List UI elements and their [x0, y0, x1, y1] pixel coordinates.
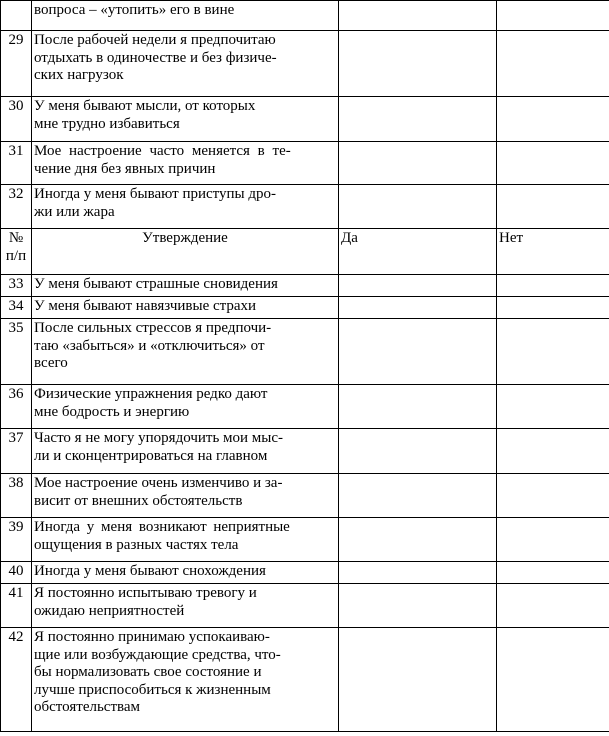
- statement-line: мне бодрость и энергию: [34, 403, 190, 420]
- table-row: [1, 297, 609, 319]
- table-row: [1, 142, 609, 185]
- statement-line: После рабочей недели я предпочитаю: [34, 32, 276, 48]
- statement-line: Иногда у меня бывают приступы дро-: [34, 186, 276, 202]
- statement-cell: [32, 1, 339, 31]
- yes-answer-cell[interactable]: [339, 142, 497, 185]
- yes-answer-cell[interactable]: [339, 297, 497, 319]
- table-row: [1, 31, 609, 97]
- row-number: 40: [1, 562, 32, 584]
- statement-cell: [32, 297, 339, 319]
- no-answer-cell[interactable]: [497, 97, 609, 142]
- yes-answer-cell[interactable]: [339, 385, 497, 429]
- yes-answer-cell[interactable]: [339, 518, 497, 562]
- statement-line: мне трудно избавиться: [34, 115, 180, 132]
- statement-line: Мое настроение очень изменчиво и за-: [34, 475, 283, 491]
- statement-cell: [32, 584, 339, 628]
- no-answer-cell[interactable]: [497, 297, 609, 319]
- table-row: [1, 518, 609, 562]
- statement-cell: [32, 185, 339, 229]
- statement-column-header: Утверждение: [32, 229, 339, 275]
- no-answer-cell[interactable]: [497, 142, 609, 185]
- row-number: 33: [1, 275, 32, 297]
- row-number: 29: [1, 31, 32, 97]
- table-row: [1, 185, 609, 229]
- statement-cell: [32, 275, 339, 297]
- table-header-row: [1, 229, 609, 275]
- statement-line: [34, 519, 336, 537]
- statement-line: Часто я не могу упорядочить мои мыс-: [34, 430, 284, 446]
- statement-line: ских нагрузок: [34, 67, 124, 83]
- table-row: [1, 562, 609, 584]
- table-row: [1, 97, 609, 142]
- statement-line: [34, 143, 336, 161]
- statement-cell: [32, 429, 339, 474]
- statement-word: Иногда у меня возникают неприятные: [34, 519, 290, 535]
- no-answer-cell[interactable]: [497, 275, 609, 297]
- number-column-header: [1, 229, 32, 275]
- row-number: 30: [1, 97, 32, 142]
- no-answer-cell[interactable]: [497, 429, 609, 474]
- statement-line: бы нормализовать свое состояние и: [34, 664, 262, 680]
- statement-cell: [32, 142, 339, 185]
- statement-line: Я постоянно принимаю успокаиваю-: [34, 629, 270, 645]
- row-number: 39: [1, 518, 32, 562]
- statement-cell: [32, 319, 339, 385]
- yes-answer-cell[interactable]: [339, 319, 497, 385]
- table-row: [1, 474, 609, 518]
- row-number: 36: [1, 385, 32, 429]
- table-row: [1, 385, 609, 429]
- statement-line: Иногда у меня бывают снохождения: [34, 563, 266, 579]
- no-answer-cell[interactable]: [497, 1, 609, 31]
- no-answer-cell[interactable]: [497, 474, 609, 518]
- no-answer-cell[interactable]: [497, 518, 609, 562]
- no-answer-cell[interactable]: [497, 31, 609, 97]
- statement-cell: [32, 97, 339, 142]
- no-answer-cell[interactable]: [497, 319, 609, 385]
- statement-line: Я постоянно испытываю тревогу и: [34, 585, 257, 601]
- row-number: [1, 1, 32, 31]
- row-number: 37: [1, 429, 32, 474]
- yes-column-header: Да: [339, 229, 497, 275]
- statement-line: всего: [34, 355, 68, 371]
- statement-line: чение дня без явных причин: [34, 160, 216, 177]
- no-column-header: Нет: [497, 229, 609, 275]
- yes-answer-cell[interactable]: [339, 31, 497, 97]
- row-number: 35: [1, 319, 32, 385]
- no-answer-cell[interactable]: [497, 628, 609, 732]
- statement-word: Мое настроение часто меняется в те-: [34, 143, 291, 159]
- table-row: [1, 275, 609, 297]
- statement-line: лучше приспособиться к жизненным: [34, 681, 271, 698]
- statement-line: таю «забыться» и «отключиться» от: [34, 337, 265, 354]
- statement-line: У меня бывают навязчивые страхи: [34, 298, 257, 314]
- table-row: [1, 319, 609, 385]
- statement-line: У меня бывают мысли, от которых: [34, 98, 256, 114]
- statement-line: Физические упражнения редко дают: [34, 386, 268, 402]
- yes-answer-cell[interactable]: [339, 584, 497, 628]
- yes-answer-cell[interactable]: [339, 275, 497, 297]
- table-row: [1, 1, 609, 31]
- yes-answer-cell[interactable]: [339, 185, 497, 229]
- statement-cell: [32, 562, 339, 584]
- yes-answer-cell[interactable]: [339, 474, 497, 518]
- yes-answer-cell[interactable]: [339, 97, 497, 142]
- statement-line: ощущения в разных частях тела: [34, 536, 239, 553]
- number-header-symbol: №: [8, 230, 24, 246]
- no-answer-cell[interactable]: [497, 385, 609, 429]
- table-row: [1, 584, 609, 628]
- row-number: 32: [1, 185, 32, 229]
- number-header-abbrev: п/п: [5, 247, 27, 264]
- yes-answer-cell[interactable]: [339, 562, 497, 584]
- table-row: [1, 429, 609, 474]
- statement-line: висит от внешних обстоятельств: [34, 492, 243, 509]
- row-number: 41: [1, 584, 32, 628]
- statement-line: щие или возбуждающие средства, что-: [34, 646, 281, 663]
- statement-line: вопроса – «утопить» его в вине: [34, 2, 235, 18]
- no-answer-cell[interactable]: [497, 562, 609, 584]
- statement-line: отдыхать в одиночестве и без физиче-: [34, 49, 277, 66]
- row-number: 38: [1, 474, 32, 518]
- statement-cell: [32, 474, 339, 518]
- statement-cell: [32, 518, 339, 562]
- row-number: 34: [1, 297, 32, 319]
- no-answer-cell[interactable]: [497, 185, 609, 229]
- statement-line: После сильных стрессов я предпочи-: [34, 320, 272, 336]
- row-number: 42: [1, 628, 32, 732]
- statement-line: жи или жара: [34, 203, 115, 220]
- statement-cell: [32, 385, 339, 429]
- statement-cell: [32, 628, 339, 732]
- table-row: [1, 628, 609, 732]
- no-answer-cell[interactable]: [497, 584, 609, 628]
- row-number: 31: [1, 142, 32, 185]
- statement-line: ли и сконцентрироваться на главном: [34, 447, 268, 464]
- statement-cell: [32, 31, 339, 97]
- statement-line: У меня бывают страшные сновидения: [34, 276, 278, 292]
- statement-line: обстоятельствам: [34, 699, 141, 715]
- yes-answer-cell[interactable]: [339, 429, 497, 474]
- statement-line: ожидаю неприятностей: [34, 602, 185, 619]
- yes-answer-cell[interactable]: [339, 1, 497, 31]
- yes-answer-cell[interactable]: [339, 628, 497, 732]
